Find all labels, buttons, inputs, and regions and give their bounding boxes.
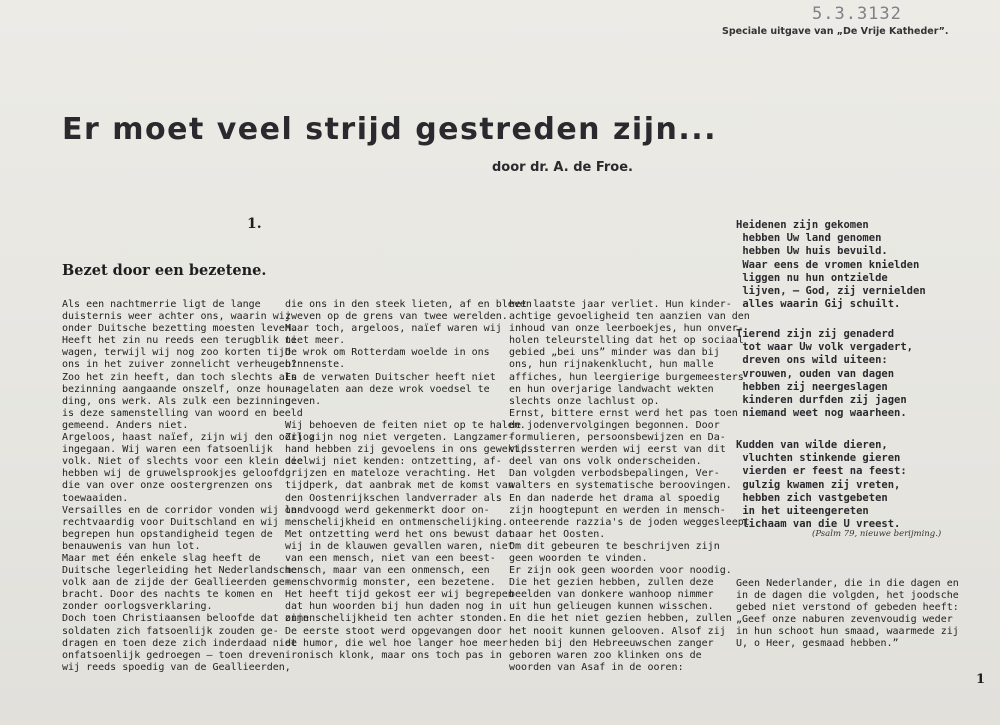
poem-stanza-2: Tierend zijn zij genaderd tot waar Uw volk vergadert, dreven ons wild uiteen: vrouwen, ouden van dagen hebben zij neergeslagen kinderen durfden zij jagen niemand weet nog waarheen.	[736, 328, 914, 420]
text-column-1: Als een nachtmerrie ligt de lange duisternis weer achter ons, waarin wij onder Duitsche bezetting moesten leven. Heeft het zin nu reeds een terugblik te wagen, terwijl wij nog zoo korten tijd ons in het zuiver zonnelicht verheugen? Zoo het zin heeft, dan toch slechts als bezinning aangaande onszelf, onze hou- ding, ons werk. Als zulk een bezinning is deze samenstelling van woord en beeld gemeend. Anders niet. Argeloos, haast naïef, zijn wij den oorlog ingegaan. Wij waren een fatsoenlijk volk. Niet of slechts voor een klein deel hebben wij de gruwelsprookjes geloofd die van over onze oostergrenzen ons toewaaiden. Versailles en de corridor vonden wij on- rechtvaardig voor Duitschland en wij begrepen hun opstandigheid tegen de benauwenis van hun lot. Maar met één enkele slag heeft de Duitsche legerleiding het Nederlandsche volk aan de zijde der Geallieerden ge- bracht. Door des nachts te komen en zonder oorlogsverklaring. Doch toen Christiaansen beloofde dat zijn soldaten zich fatsoenlijk zouden ge- dragen en toen deze zich inderdaad niet onfatsoenlijk gedroegen — toen dreven wij reeds spoedig van de Geallieerden,	[62, 299, 315, 673]
page-number: 1	[976, 672, 986, 687]
text-column-3: het laatste jaar verliet. Hun kinder- achtige gevoeligheid ten aanzien van den inhoud van onze leerboekjes, hun onver- holen teleurstelling dat het op sociaal gebied „bei uns” minder was dan bij ons, hun rijnakenklucht, hun malle affiches, hun leergierige burgemeesters en hun overjarige landwacht wekten slechts onze lachlust op. Ernst, bittere ernst werd het pas toen de jodenvervolgingen begonnen. Door formulieren, persoonsbewijzen en Da- vidssterren werden wij eerst van dit deel van ons volk onderscheiden. Dan volgden verbodsbepalingen, Ver- walters en systematische beroovingen. En dan naderde het drama al spoedig zijn hoogtepunt en werden in mensch- onteerende razzia's de joden weggesleept naar het Oosten. Om dit gebeuren te beschrijven zijn geen woorden te vinden. Er zijn ook geen woorden voor noodig. Die het gezien hebben, zullen deze beelden van donkere wanhoop nimmer uit hun gelieugen kunnen wisschen. En die het niet gezien hebben, zullen het nooit kunnen gelooven. Alsof zij heden bij den Hebreeuwschen zanger geboren waren zoo klinken ons de woorden van Asaf in de ooren:	[509, 299, 750, 673]
closing-paragraph: Geen Nederlander, die in die dagen en in de dagen die volgden, het joodsche gebed niet verstond of gebeden heeft: „Geef onze naburen zevenvoudig weder in hun schoot hun smaad, waarmede zij U, o Heer, gesmaad hebben.”	[736, 578, 959, 650]
text-column-2: die ons in den steek lieten, af en bleven zweven op de grens van twee werelden. Maar toch, argeloos, naïef waren wij niet meer. De wrok om Rotterdam woelde in ons binnenste. En de verwaten Duitscher heeft niet nagelaten aan deze wrok voedsel te geven. Wij behoeven de feiten niet op te halen. Zij zijn nog niet vergeten. Langzamer- hand hebben zij gevoelens in ons gewekt, die wij niet kenden: ontzetting, af- grijzen en mateloze verachting. Het tijdperk, dat aanbrak met de komst van den Oostenrijkschen landverrader als landvoogd werd gekenmerkt door on- menschelijkheid en ontmenschelijking. Met ontzetting werd het ons bewust dat wij in de klauwen gevallen waren, niet van een mensch, niet van een beest- mensch, maar van een onmensch, een menschvormig monster, een bezetene. Het heeft tijd gekost eer wij begrepen dat hun woorden bij hun daden nog in onmenschelijkheid ten achter stonden. De eerste stoot werd opgevangen door de humor, die wel hoe langer hoe meer ironisch klonk, maar ons toch pas in	[285, 299, 532, 661]
poem-stanza-1: Heidenen zijn gekomen hebben Uw land genomen hebben Uw huis bevuild. Waar eens de vromen knielden liggen nu hun ontzielde lijven, — God, zij vernielden alles waarin Gij schuilt.	[736, 219, 926, 311]
article-title: Er moet veel strijd gestreden zijn...	[62, 112, 718, 147]
edition-note: Speciale uitgave van „De Vrije Katheder”.	[722, 26, 949, 37]
part-number: 1.	[247, 216, 262, 232]
archive-number: 5.3.3132	[812, 4, 902, 24]
poem-source: (Psalm 79, nieuwe berijming.)	[812, 529, 942, 539]
section-heading: Bezet door een bezetene.	[62, 262, 267, 279]
article-author: door dr. A. de Froe.	[492, 160, 633, 175]
poem-stanza-3: Kudden van wilde dieren, vluchten stinkende gieren vierden er feest na feest: gulzig kwamen zij vreten, hebben zich vastgebeten in het uiteengereten lichaam van die U vreest.	[736, 439, 907, 531]
